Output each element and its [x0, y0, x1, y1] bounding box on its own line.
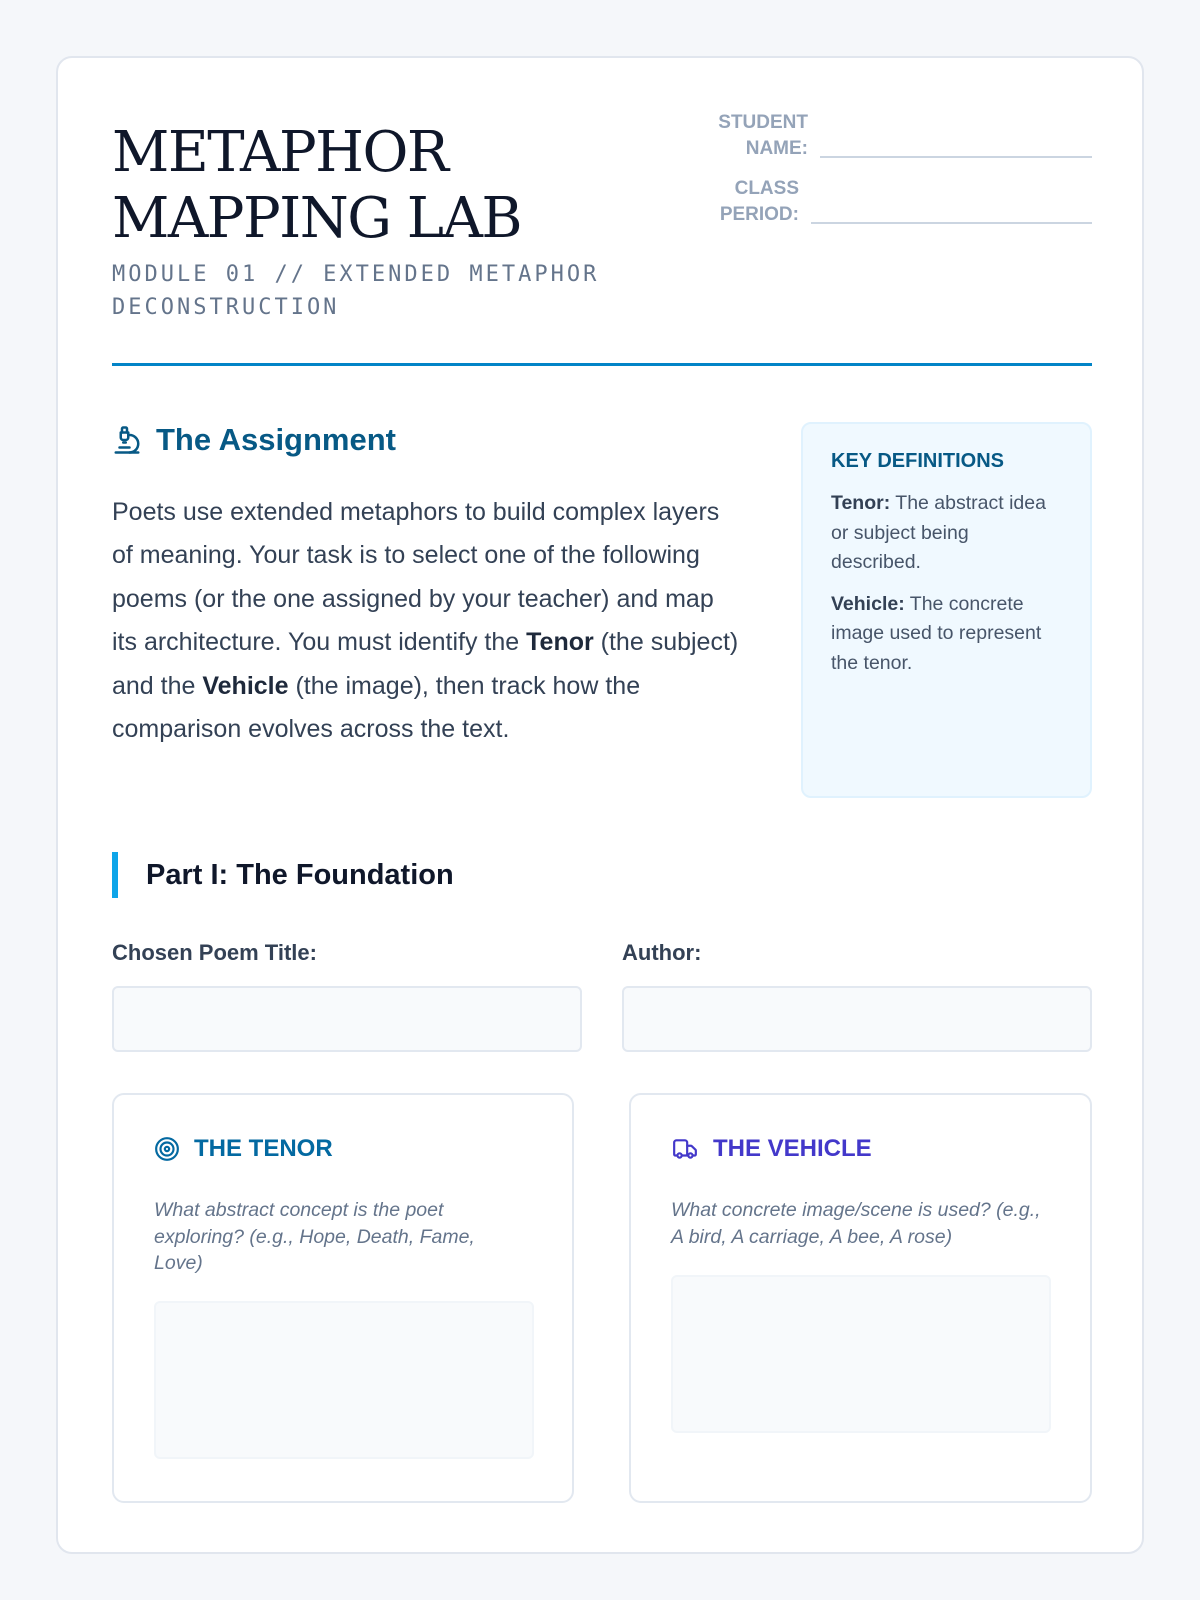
student-name-label	[718, 110, 808, 162]
assignment-text	[112, 491, 742, 751]
worksheet-card	[56, 56, 1144, 1554]
microscope-icon	[112, 424, 142, 456]
part-1-heading: Part I: The Foundation	[112, 852, 454, 898]
tenor-definition	[831, 489, 1062, 578]
tenor-definition-text: The abstract idea or subject being described.	[831, 492, 1046, 573]
tenor-panel	[112, 1093, 574, 1503]
page-title	[112, 120, 672, 252]
vehicle-definition	[831, 590, 1062, 679]
assignment-text-part-2: (the subject) and the	[112, 628, 739, 700]
author-label: Author:	[622, 940, 702, 965]
student-name-row	[718, 110, 1092, 162]
poem-title-input[interactable]	[112, 986, 582, 1052]
tenor-definition-term: Tenor:	[831, 492, 891, 514]
tenor-prompt: What abstract concept is the poet exploring? (e.g., Hope, Death, Fame, Love)	[154, 1199, 475, 1274]
vehicle-prompt: What concrete image/scene is used? (e.g., A bird, A carriage, A bee, A rose)	[671, 1199, 1041, 1248]
title-line-1: METAPHOR	[112, 120, 448, 185]
vehicle-answer-area[interactable]	[671, 1275, 1051, 1433]
class-period-label-line-2: PERIOD:	[719, 204, 799, 225]
module-subtitle: MODULE 01 // EXTENDED METAPHOR DECONSTRUCTION	[112, 262, 600, 320]
key-definitions-title: KEY DEFINITIONS	[831, 450, 1004, 472]
assignment-tenor-term: Tenor	[526, 628, 594, 657]
student-name-label-line-2: NAME:	[745, 138, 808, 159]
class-period-label-line-1: CLASS	[734, 178, 799, 199]
target-icon	[154, 1136, 180, 1162]
vehicle-panel	[629, 1093, 1092, 1503]
vehicle-definition-term: Vehicle:	[831, 592, 905, 615]
tenor-answer-area[interactable]	[154, 1301, 534, 1459]
student-name-label-line-1: STUDENT	[718, 112, 808, 133]
vehicle-definition-text: The concrete image used to represent the tenor.	[831, 592, 1042, 674]
assignment-text-part-3: (the image), then track how the comparison evolves across the text.	[112, 671, 641, 744]
poem-title-label: Chosen Poem Title:	[112, 940, 317, 965]
class-period-row	[720, 176, 1092, 228]
assignment-text-part-1: Poets use extended metaphors to build complex layers of meaning. Your task is to select one of the following poems (or the one assigned by your teacher) and map its architecture. You must identify the	[112, 498, 720, 657]
author-input[interactable]	[622, 986, 1092, 1052]
title-line-2: MAPPING LAB	[112, 186, 522, 251]
student-name-field[interactable]	[820, 156, 1092, 158]
header-divider	[112, 363, 1092, 366]
class-period-label	[720, 176, 799, 228]
assignment-heading-text: The Assignment	[156, 422, 396, 457]
key-definitions-box	[801, 422, 1092, 798]
tenor-heading-text: THE TENOR	[194, 1135, 333, 1162]
vehicle-heading	[671, 1135, 872, 1163]
vehicle-heading-text: THE VEHICLE	[713, 1135, 872, 1162]
assignment-vehicle-term: Vehicle	[202, 671, 289, 700]
tenor-heading	[154, 1135, 333, 1163]
class-period-field[interactable]	[811, 222, 1092, 224]
assignment-heading	[112, 422, 396, 458]
truck-icon	[671, 1136, 699, 1162]
